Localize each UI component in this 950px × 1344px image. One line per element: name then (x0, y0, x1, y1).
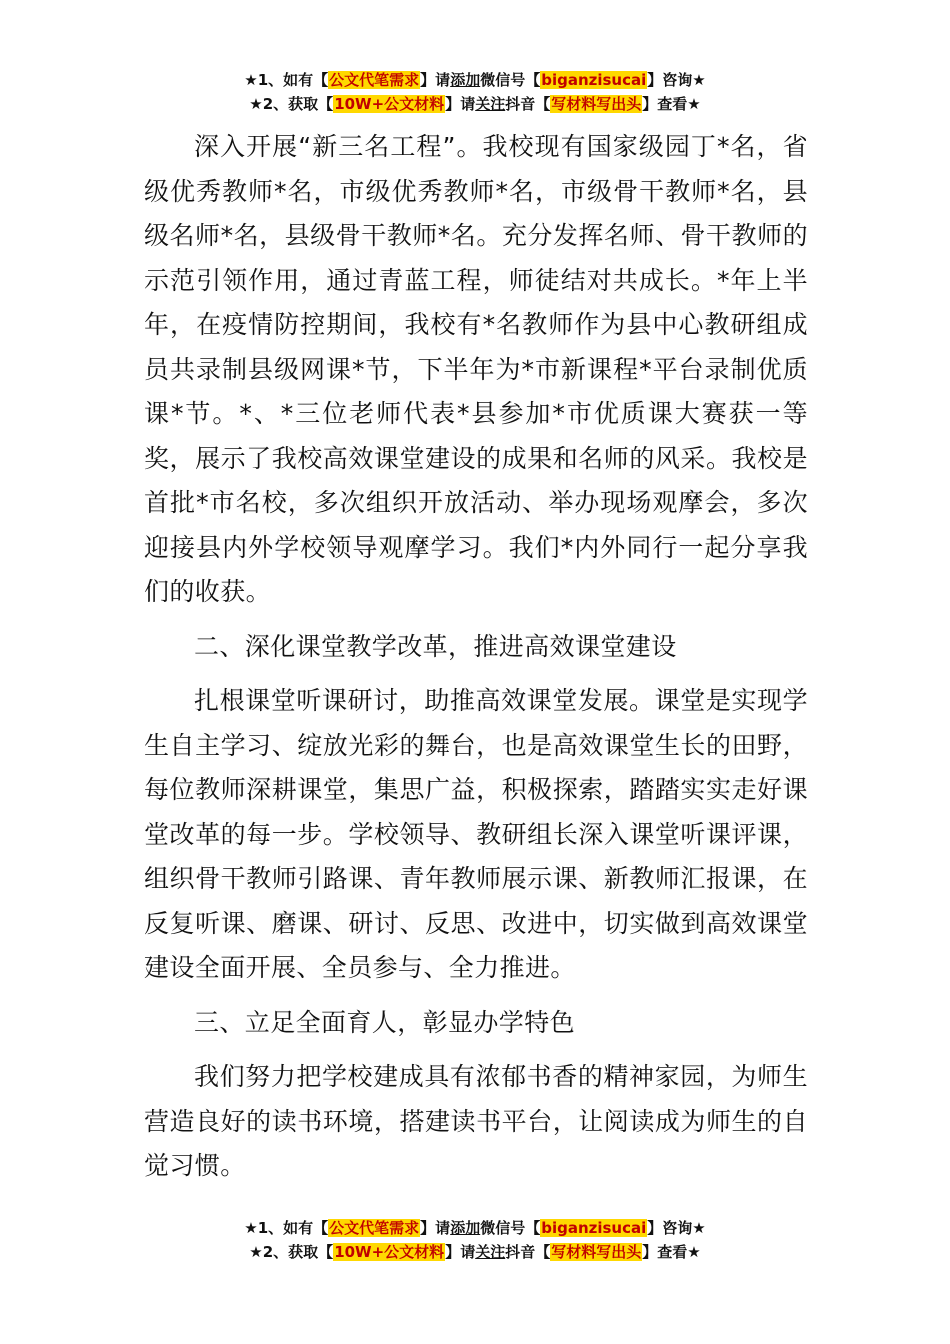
section-heading: 三、立足全面育人，彰显办学特色 (194, 1007, 576, 1037)
banner-douyin-id: 写材料写出头 (551, 95, 642, 113)
paragraph: 扎根课堂听课研讨，助推高效课堂发展。课堂是实现学生自主学习、绽放光彩的舞台，也是高效课堂生长的田野，每位教师深耕课堂，集思广益，积极探索，踏踏实实走好课堂改革的每一步。学校领导、教研组长深入课堂听课评课，组织骨干教师引路课、青年教师展示课、新教师汇报课，在反复听课、磨课、研讨、反思、改进中，切实做到高效课堂建设全面开展、全员参与、全力推进。 (144, 686, 808, 982)
banner-wechat-id: biganzisucai (541, 1219, 647, 1237)
banner-highlight: 公文代笔需求 (329, 1219, 420, 1237)
banner-line-1: ★1、如有【公文代笔需求】请添加微信号【biganzisucai】咨询★ (244, 71, 706, 89)
banner-wechat-id: biganzisucai (541, 71, 647, 89)
banner-highlight: 公文代笔需求 (329, 71, 420, 89)
banner-line-2: ★2、获取【10W+公文材料】请关注抖音【写材料写出头】查看★ (249, 95, 701, 113)
footer-banner (0, 1216, 950, 1264)
banner-highlight: 10W+公文材料 (334, 1243, 445, 1261)
banner-line-2: ★2、获取【10W+公文材料】请关注抖音【写材料写出头】查看★ (249, 1243, 701, 1261)
paragraph: 我们努力把学校建成具有浓郁书香的精神家园，为师生营造良好的读书环境，搭建读书平台，让阅读成为师生的自觉习惯。 (144, 1062, 808, 1180)
banner-douyin-id: 写材料写出头 (551, 1243, 642, 1261)
section-heading: 二、深化课堂教学改革，推进高效课堂建设 (194, 631, 677, 661)
paragraph: 深入开展“新三名工程”。我校现有国家级园丁*名，省级优秀教师*名，市级优秀教师*名，市级骨干教师*名，县级名师*名，县级骨干教师*名。充分发挥名师、骨干教师的示范引领作用，通过青蓝工程，师徒结对共成长。*年上半年，在疫情防控期间，我校有*名教师作为县中心教研组成员共录制县级网课*节，下半年为*市新课程*平台录制优质课*节。*、*三位老师代表*县参加*市优质课大赛获一等奖，展示了我校高效课堂建设的成果和名师的风采。我校是首批*市名校，多次组织开放活动、举办现场观摩会，多次迎接县内外学校领导观摩学习。我们*内外同行一起分享我们的收获。 (144, 132, 808, 606)
document-body (144, 125, 808, 1189)
header-banner (0, 68, 950, 116)
banner-highlight: 10W+公文材料 (334, 95, 445, 113)
banner-line-1: ★1、如有【公文代笔需求】请添加微信号【biganzisucai】咨询★ (244, 1219, 706, 1237)
